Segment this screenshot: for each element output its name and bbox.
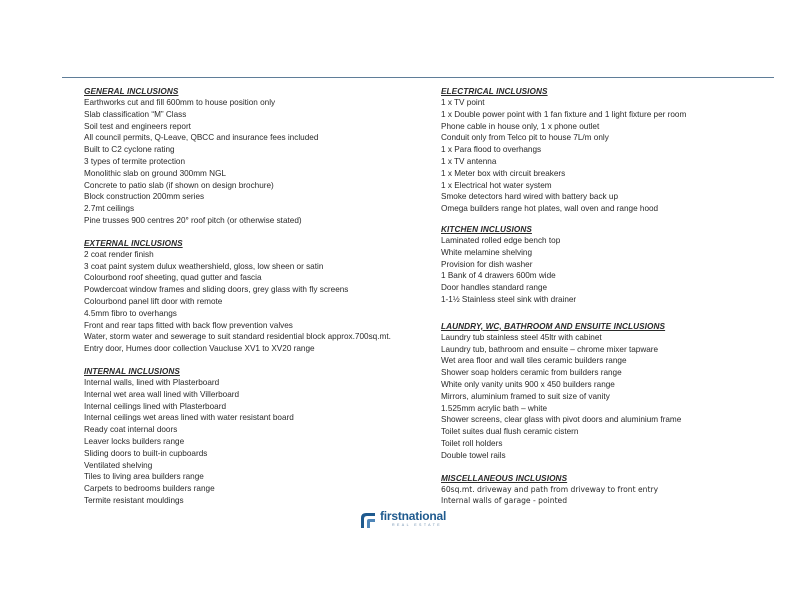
inclusion-item: Tiles to living area builders range bbox=[84, 472, 204, 482]
first-national-logo bbox=[358, 510, 446, 532]
inclusion-item: Smoke detectors hard wired with battery back up bbox=[441, 192, 619, 202]
inclusion-item: Internal walls, lined with Plasterboard bbox=[84, 377, 220, 387]
inclusion-item: White only vanity units 900 x 450 builders range bbox=[441, 379, 615, 389]
inclusion-item: Internal walls of garage - pointed bbox=[441, 496, 568, 506]
inclusion-item: Monolithic slab on ground 300mm NGL bbox=[84, 168, 226, 178]
laundry-inclusions-section bbox=[441, 321, 781, 462]
inclusion-item: Laundry tub, bathroom and ensuite – chrome mixer tapware bbox=[441, 344, 659, 354]
general-inclusions-title: GENERAL INCLUSIONS bbox=[84, 87, 179, 96]
inclusion-item: 3 coat paint system dulux weathershield, gloss, low sheen or satin bbox=[84, 261, 324, 271]
inclusion-item: Toilet roll holders bbox=[441, 438, 503, 448]
internal-inclusions-section bbox=[84, 366, 424, 507]
inclusion-item: Leaver locks builders range bbox=[84, 436, 185, 446]
inclusion-item: Slab classification “M” Class bbox=[84, 109, 187, 119]
inclusion-item: 1 x Electrical hot water system bbox=[441, 180, 552, 190]
inclusion-item: Concrete to patio slab (if shown on design brochure) bbox=[84, 180, 274, 190]
inclusion-item: Earthworks cut and fill 600mm to house position only bbox=[84, 98, 276, 107]
inclusion-item: Wet area floor and wall tiles ceramic builders range bbox=[441, 356, 627, 366]
electrical-inclusions-list bbox=[441, 97, 781, 215]
inclusion-item: Carpets to bedrooms builders range bbox=[84, 484, 215, 494]
electrical-inclusions-title: ELECTRICAL INCLUSIONS bbox=[441, 87, 548, 96]
inclusion-item: 1-1½ Stainless steel sink with drainer bbox=[441, 294, 577, 304]
inclusion-item: Phone cable in house only, 1 x phone outlet bbox=[441, 121, 600, 131]
inclusion-item: Ventilated shelving bbox=[84, 460, 153, 470]
inclusion-item: 4.5mm fibro to overhangs bbox=[84, 308, 177, 318]
general-inclusions-section bbox=[84, 86, 424, 227]
inclusion-item: Block construction 200mm series bbox=[84, 192, 205, 202]
electrical-inclusions-section bbox=[441, 86, 781, 215]
inclusion-item: 3 types of termite protection bbox=[84, 156, 186, 166]
inclusion-item: Entry door, Humes door collection Vaucluse XV1 to XV20 range bbox=[84, 344, 315, 354]
inclusion-item: Conduit only from Telco pit to house 7L/m only bbox=[441, 133, 609, 143]
inclusion-item: Double towel rails bbox=[441, 450, 506, 460]
inclusion-item: 2.7mt ceilings bbox=[84, 204, 135, 214]
logo-tagline: REAL ESTATE bbox=[392, 523, 443, 527]
inclusion-item: 60sq.mt. driveway and path from driveway to front entry bbox=[441, 484, 659, 494]
first-national-logo-icon bbox=[358, 510, 378, 530]
inclusion-item: Ready coat internal doors bbox=[84, 425, 178, 435]
inclusion-item: Colourbond roof sheeting, quad gutter and fascia bbox=[84, 273, 262, 283]
inclusion-item: Pine trusses 900 centres 20° roof pitch (or otherwise stated) bbox=[84, 215, 302, 225]
laundry-inclusions-title: LAUNDRY, WC, BATHROOM AND ENSUITE INCLUSIONS bbox=[441, 321, 666, 331]
inclusion-item: Shower screens, clear glass with pivot doors and aluminium frame bbox=[441, 415, 682, 425]
inclusion-item: Omega builders range hot plates, wall oven and range hood bbox=[441, 204, 659, 214]
kitchen-inclusions-section bbox=[441, 224, 781, 306]
inclusion-item: 1 x Meter box with circuit breakers bbox=[441, 168, 566, 178]
inclusion-item: Internal ceilings wet areas lined with water resistant board bbox=[84, 413, 294, 423]
inclusion-item: Soil test and engineers report bbox=[84, 121, 191, 131]
inclusion-item: All council permits, Q-Leave, QBCC and insurance fees included bbox=[84, 133, 319, 143]
inclusion-item: Internal ceilings lined with Plasterboard bbox=[84, 401, 226, 411]
inclusion-item: White melamine shelving bbox=[441, 247, 533, 257]
logo-wordmark: firstnational bbox=[380, 509, 447, 523]
header-divider bbox=[62, 77, 774, 78]
inclusion-item: Water, storm water and sewerage to suit standard residential block approx.700sq.mt. bbox=[84, 332, 391, 342]
kitchen-inclusions-title: KITCHEN INCLUSIONS bbox=[441, 224, 532, 234]
external-inclusions-section bbox=[84, 238, 424, 355]
kitchen-inclusions-list bbox=[441, 235, 781, 306]
inclusion-item: 2 coat render finish bbox=[84, 249, 154, 259]
inclusion-item: Laundry tub stainless steel 45ltr with cabinet bbox=[441, 332, 602, 342]
miscellaneous-inclusions-title: MISCELLANEOUS INCLUSIONS bbox=[441, 473, 568, 483]
inclusion-item: 1 x Double power point with 1 fan fixture and 1 light fixture per room bbox=[441, 109, 687, 119]
inclusion-item: 1 x TV point bbox=[441, 98, 485, 107]
inclusion-item: Door handles standard range bbox=[441, 283, 548, 293]
general-inclusions-list bbox=[84, 97, 424, 227]
external-inclusions-list bbox=[84, 249, 424, 355]
inclusion-item: Provision for dish washer bbox=[441, 259, 533, 269]
inclusion-item: Termite resistant mouldings bbox=[84, 495, 184, 505]
inclusion-item: Shower soap holders ceramic from builders range bbox=[441, 368, 622, 378]
inclusion-item: 1 x TV antenna bbox=[441, 156, 497, 166]
inclusion-item: Sliding doors to built-in cupboards bbox=[84, 448, 208, 458]
internal-inclusions-list bbox=[84, 377, 424, 507]
inclusion-item: Toilet suites dual flush ceramic cistern bbox=[441, 427, 579, 437]
left-column bbox=[84, 86, 424, 507]
inclusion-item: Built to C2 cyclone rating bbox=[84, 145, 175, 155]
miscellaneous-inclusions-list bbox=[441, 484, 781, 508]
inclusion-item: Laminated rolled edge bench top bbox=[441, 235, 561, 245]
inclusion-item: Colourbond panel lift door with remote bbox=[84, 296, 223, 306]
right-column bbox=[441, 86, 781, 507]
external-inclusions-title: EXTERNAL INCLUSIONS bbox=[84, 238, 183, 248]
internal-inclusions-title: INTERNAL INCLUSIONS bbox=[84, 366, 180, 376]
inclusion-item: 1.525mm acrylic bath – white bbox=[441, 403, 548, 413]
miscellaneous-inclusions-section bbox=[441, 473, 781, 508]
inclusion-item: Front and rear taps fitted with back flow prevention valves bbox=[84, 320, 293, 330]
inclusion-item: 1 x Para flood to overhangs bbox=[441, 145, 542, 155]
inclusion-item: Internal wet area wall lined with Villerboard bbox=[84, 389, 240, 399]
inclusion-item: 1 Bank of 4 drawers 600m wide bbox=[441, 271, 556, 281]
laundry-inclusions-list bbox=[441, 332, 781, 462]
inclusion-item: Powdercoat window frames and sliding doors, grey glass with fly screens bbox=[84, 285, 349, 295]
inclusion-item: Mirrors, aluminium framed to suit size of vanity bbox=[441, 391, 610, 401]
